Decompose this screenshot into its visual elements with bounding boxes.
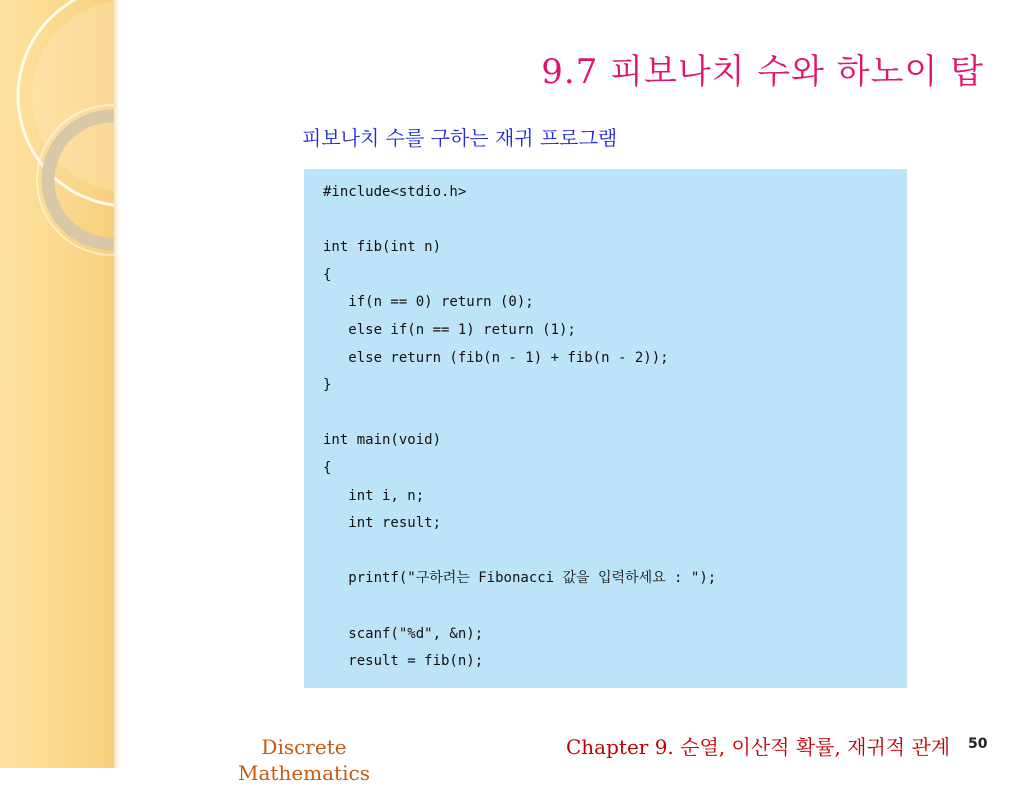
code-line: else if(n == 1) return (1); xyxy=(323,321,576,338)
code-line: #include<stdio.h> xyxy=(323,184,467,200)
page-number: 50 xyxy=(968,736,988,752)
code-line xyxy=(323,593,907,621)
code-line: int fib(int n) xyxy=(323,239,442,256)
code-line xyxy=(323,400,907,428)
code-line: int main(void) xyxy=(323,432,442,449)
code-line: { xyxy=(323,459,332,476)
code-line: { xyxy=(323,266,332,283)
code-line: else return (fib(n - 1) + fib(n - 2)); xyxy=(323,349,669,366)
code-line: if(n == 0) return (0); xyxy=(323,294,534,311)
footer-course-title: Discrete Mathematics xyxy=(238,735,370,785)
code-line: printf("구하려는 Fibonacci 값을 입력하세요 : "); xyxy=(323,570,717,587)
code-line: scanf("%d", &n); xyxy=(323,625,484,642)
code-listing xyxy=(304,169,907,688)
ring-decoration xyxy=(0,0,114,768)
slide-title: 9.7 피보나치 수와 하노이 탑 xyxy=(541,52,984,92)
code-line xyxy=(323,538,907,566)
code-line: int i, n; xyxy=(323,487,425,504)
side-strip-edge xyxy=(114,0,120,768)
code-line xyxy=(323,207,907,235)
code-line: int result; xyxy=(323,515,442,532)
code-line: } xyxy=(323,377,332,394)
footer-chapter-title: Chapter 9. 순열, 이산적 확률, 재귀적 관계 xyxy=(566,735,951,759)
code-line: result = fib(n); xyxy=(323,653,484,670)
slide-subtitle: 피보나치 수를 구하는 재귀 프로그램 xyxy=(302,126,618,150)
decorative-side-strip xyxy=(0,0,114,768)
